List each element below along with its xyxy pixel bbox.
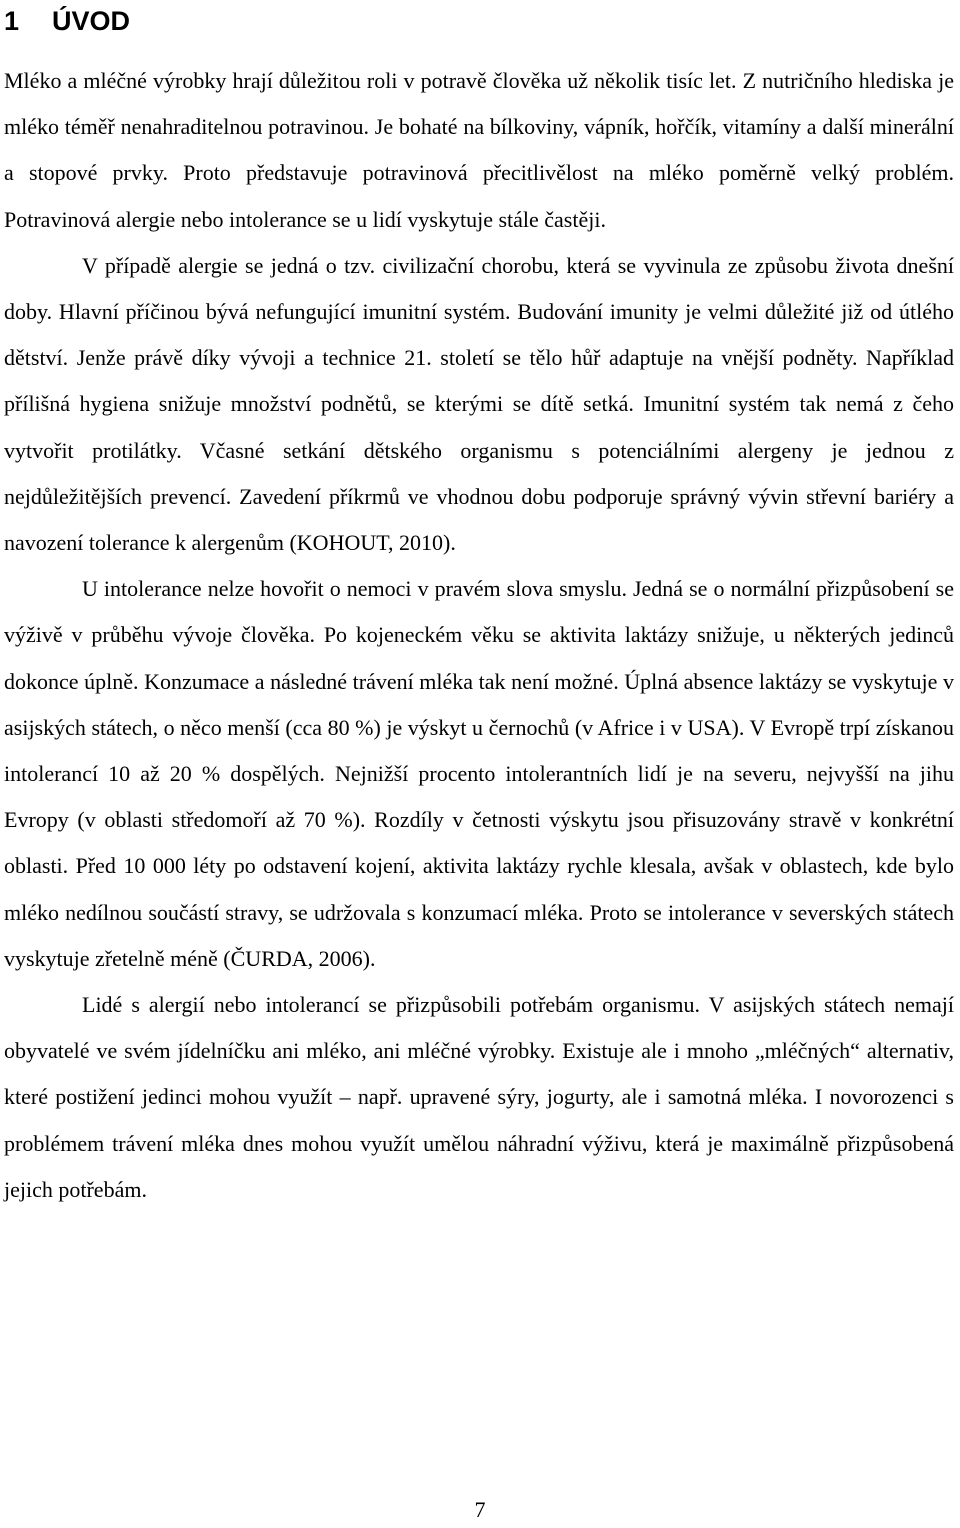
chapter-number: 1 [4, 6, 20, 36]
body-text [4, 58, 954, 1213]
chapter-heading [4, 4, 130, 38]
chapter-title: ÚVOD [52, 6, 131, 36]
paragraph-allergy: V případě alergie se jedná o tzv. civilizační chorobu, která se vyvinula ze způsobu života dnešní doby. Hlavní příčinou bývá nefungující imunitní systém. Budování imunity je velmi důležité již od útlého dětství. Jenže právě díky vývoji a technice 21. století se tělo hůř adaptuje na vnější podněty. Například přílišná hygiena snižuje množství podnětů, se kterými se dítě setká. Imunitní systém tak nemá z čeho vytvořit protilátky. Včasné setkání dětského organismu s potenciálními alergeny je jednou z nejdůležitějších prevencí. Zavedení příkrmů ve vhodnou dobu podporuje správný vývin střevní bariéry a navození tolerance k alergenům (KOHOUT, 2010). [4, 252, 954, 556]
page-number: 7 [474, 1497, 486, 1522]
paragraph-adaptation: Lidé s alergií nebo intolerancí se přizpůsobili potřebám organismu. V asijských státech nemají obyvatelé ve svém jídelníčku ani mléko, ani mléčné výrobky. Existuje ale i mnoho „mléčných“ alternativ, které postižení jedinci mohou využít – např. upravené sýry, jogurty, ale i samotná mléka. I novorozenci s problémem trávení mléka dnes mohou využít umělou náhradní výživu, která je maximálně přizpůsobená jejich potřebám. [4, 992, 954, 1202]
paragraph-intolerance: U intolerance nelze hovořit o nemoci v pravém slova smyslu. Jedná se o normální přizpůsobení se výživě v průběhu vývoje člověka. Po kojeneckém věku se aktivita laktázy snižuje, u některých jedinců dokonce úplně. Konzumace a následné trávení mléka tak není možné. Úplná absence laktázy se vyskytuje v asijských státech, o něco menší (cca 80 %) je výskyt u černochů (v Africe i v USA). V Evropě trpí získanou intolerancí 10 až 20 % dospělých. Nejnižší procento intolerantních lidí je na severu, nejvyšší na jihu Evropy (v oblasti středomoří až 70 %). Rozdíly v četnosti výskytu jsou přisuzovány stravě v konkrétní oblasti. Před 10 000 léty po odstavení kojení, aktivita laktázy rychle klesala, avšak v oblastech, kde bylo mléko nedílnou součástí stravy, se udržovala s konzumací mléka. Proto se intolerance v severských státech vyskytuje zřetelně méně (ČURDA, 2006). [4, 576, 954, 971]
paragraph-intro: Mléko a mléčné výrobky hrají důležitou roli v potravě člověka už několik tisíc let. Z nutričního hlediska je mléko téměř nenahraditelnou potravinou. Je bohaté na bílkoviny, vápník, hořčík, vitamíny a další minerální a stopové prvky. Proto představuje potravinová přecitlivělost na mléko poměrně velký problém. Potravinová alergie nebo intolerance se u lidí vyskytuje stále častěji. [4, 68, 954, 232]
